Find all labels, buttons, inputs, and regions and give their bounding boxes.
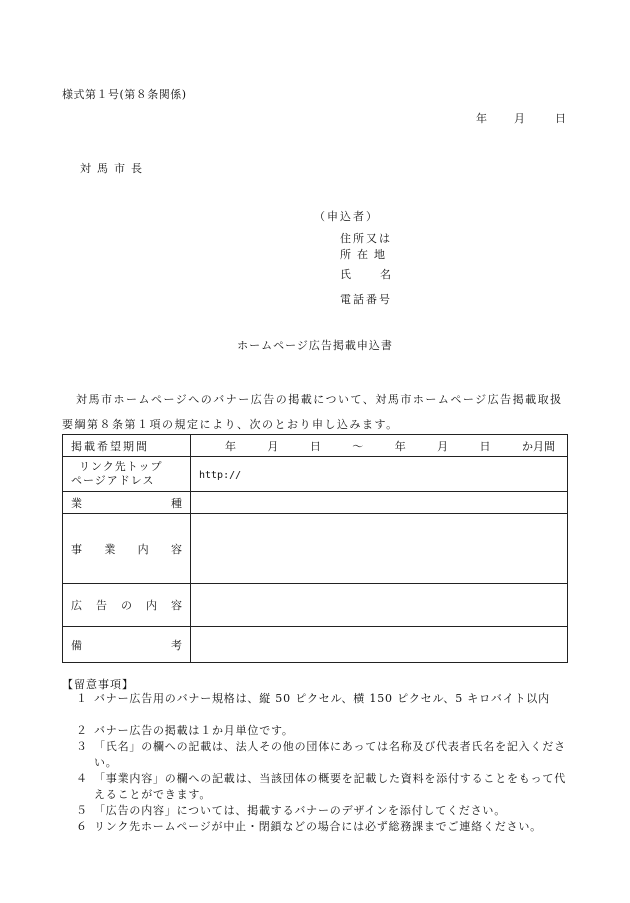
ad-content-label-char: 告 [96, 599, 107, 612]
period-end-year: 年 [394, 439, 406, 453]
note-text: バナー広告用のバナー規格は、縦 50 ピクセル、横 150 ピクセル、5 キロバイト以内 [94, 692, 550, 705]
note-text: 「氏名」の欄への記載は、法人その他の団体にあっては名称及び代表者氏名を記入ください。 [94, 740, 566, 769]
period-months: か月間 [521, 439, 555, 453]
date-year: 年 [476, 112, 487, 125]
intro-paragraph: 対馬市ホームページへのバナー広告の掲載について、対馬市ホームページ広告掲載取扱要綱第８条第１項の規定により、次のとおり申し込みます。 [62, 393, 563, 431]
remarks-label [71, 637, 182, 653]
industry-label-char: 業 [71, 496, 82, 510]
name-label-part1: 氏 [340, 268, 351, 281]
remarks-label-char: 考 [171, 638, 182, 652]
addressee: 対馬市長 [80, 162, 148, 175]
name-label-part2: 名 [380, 268, 391, 281]
ad-content-label-char: 広 [71, 599, 82, 612]
industry-label [71, 495, 182, 511]
remarks-label-cell [63, 627, 191, 663]
period-label-cell [63, 435, 191, 457]
ad-content-label-char: 容 [171, 599, 182, 612]
note-number: ４ [76, 772, 88, 785]
note-number: ３ [76, 740, 88, 753]
address-label-line2: 所在地 [340, 248, 391, 261]
note-item [76, 723, 571, 739]
business-label-char: 容 [170, 542, 182, 556]
period-start-day: 日 [309, 439, 321, 453]
period-value-cell[interactable] [191, 435, 568, 457]
form-number: 様式第１号(第８条関係) [62, 88, 187, 101]
note-number: ２ [76, 724, 88, 737]
notes-heading: 【留意事項】 [62, 678, 134, 691]
ad-content-label [71, 597, 182, 613]
phone-label: 電話番号 [340, 293, 392, 306]
application-table [62, 434, 568, 663]
period-start-month: 月 [267, 439, 279, 453]
industry-value-cell[interactable] [191, 492, 568, 514]
remarks-label-char: 備 [71, 638, 82, 652]
note-item [76, 803, 571, 819]
period-label-text: 掲載希望期間 [71, 439, 149, 453]
note-number: １ [76, 692, 88, 705]
period-tilde: ～ [352, 439, 364, 453]
note-item [76, 771, 571, 803]
period-label [71, 438, 182, 454]
link-label-line2: ページアドレス [71, 474, 155, 487]
remarks-value-cell[interactable] [191, 627, 568, 663]
business-label-char: 事 [71, 542, 82, 556]
note-text: 「広告の内容」については、掲載するバナーのデザインを添付してください。 [94, 804, 507, 817]
note-number: ５ [76, 804, 88, 817]
period-parts [199, 438, 559, 454]
ad-content-label-char: 内 [146, 599, 157, 612]
business-value-cell[interactable] [191, 514, 568, 584]
business-label-char: 内 [137, 542, 149, 556]
note-item [76, 691, 571, 707]
industry-label-char: 種 [171, 496, 182, 510]
ad-content-label-char: の [121, 599, 132, 612]
link-url: http:// [199, 469, 242, 481]
note-text: バナー広告の掲載は１か月単位です。 [94, 724, 294, 737]
business-label-char: 業 [104, 542, 116, 556]
remarks-row [63, 627, 568, 663]
link-value-cell[interactable] [191, 457, 568, 492]
date-month: 月 [514, 112, 525, 125]
note-text: 「事業内容」の欄への記載は、当該団体の概要を記載した資料を添付することをもって代えることができます。 [94, 772, 566, 801]
note-number: ６ [76, 820, 88, 833]
link-row [63, 457, 568, 492]
address-label-line1: 住所又は [340, 232, 392, 245]
period-end-month: 月 [437, 439, 449, 453]
business-label [71, 541, 182, 557]
document-title: ホームページ広告掲載申込書 [237, 339, 393, 352]
industry-label-cell [63, 492, 191, 514]
link-label-line1: リンク先トップ [79, 460, 163, 473]
industry-row [63, 492, 568, 514]
business-content-row [63, 514, 568, 584]
period-end-day: 日 [479, 439, 491, 453]
applicant-label: （申込者） [314, 210, 379, 223]
ad-content-value-cell[interactable] [191, 584, 568, 627]
date-day: 日 [555, 112, 566, 125]
note-item [76, 819, 571, 835]
note-text: リンク先ホームページが中止・閉鎖などの場合には必ず総務課までご連絡ください。 [94, 820, 542, 833]
note-item [76, 739, 571, 771]
ad-content-label-cell [63, 584, 191, 627]
link-label-cell [63, 457, 191, 492]
period-start-year: 年 [225, 439, 236, 453]
period-row [63, 435, 568, 457]
business-label-cell [63, 514, 191, 584]
ad-content-row [63, 584, 568, 627]
